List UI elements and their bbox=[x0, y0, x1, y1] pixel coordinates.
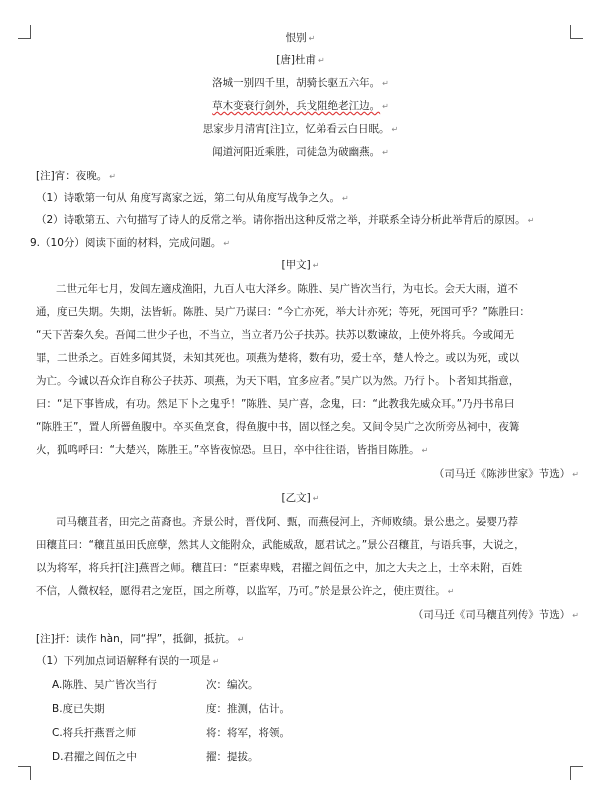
question-9-stem: 9.（10分）阅读下面的材料，完成问题。 ↵ bbox=[30, 237, 231, 249]
poem-line: 草木变衰行剑外，兵戈阻绝老江边。 ↵ bbox=[212, 100, 389, 112]
crop-mark-bottom-left bbox=[30, 766, 31, 780]
poem-line: 思家步月清宵[注]立，忆弟看云白日眠。 ↵ bbox=[202, 123, 399, 135]
poem-note: [注]宵：夜晚。 ↵ bbox=[36, 170, 116, 182]
poem-line: 闻道河阳近乘胜，司徒急为破幽燕。 ↵ bbox=[212, 146, 389, 158]
question-2: （2）诗歌第五、六句描写了诗人的反常之举。请你指出这种反常之举，并联系全诗分析此举背后的原因。 ↵ bbox=[36, 214, 535, 226]
text-jia-line: 曰：“足下事皆成，有功。然足下卜之鬼乎！”陈胜、吴广喜，念鬼，曰：“此教我先威众耳。”乃丹书帛曰 bbox=[36, 398, 515, 410]
text-jia-line: 二世元年七月，发闾左適戍渔阳，九百人屯大泽乡。陈胜、吴广皆次当行，为屯长。会天大雨，道不 bbox=[56, 283, 518, 295]
text-yi-label: [乙文] ↵ bbox=[281, 492, 320, 504]
text-jia-line: 通，度已失期。失期，法皆斩。陈胜、吴广乃谋曰：“今亡亦死，举大计亦死；等死，死国可乎？”陈胜曰： bbox=[36, 306, 530, 318]
crop-mark-bottom-right bbox=[570, 766, 583, 767]
poem-title: 恨别 ↵ bbox=[285, 32, 316, 44]
text-jia-label: [甲文] ↵ bbox=[281, 259, 320, 271]
text-jia-line: 罪，二世杀之。百姓多闻其贤，未知其死也。项燕为楚将，数有功，爱士卒，楚人怜之。或以为死，或以 bbox=[36, 352, 519, 364]
text-jia-line: 火，狐鸣呼曰：“大楚兴，陈胜王。”卒皆夜惊恐。旦日，卒中往往语，皆指目陈胜。 ↵ bbox=[36, 444, 429, 456]
text-jia-line: 为亡。今诚以吾众诈自称公子扶苏、项燕，为天下唱，宜多应者。”吴广以为然。乃行卜。卜者知其指意， bbox=[36, 375, 520, 387]
poem-line: 洛城一别四千里，胡骑长驱五六年。 ↵ bbox=[212, 77, 389, 89]
crop-mark-bottom-left bbox=[18, 766, 31, 767]
crop-mark-bottom-right bbox=[570, 766, 571, 780]
document-page: 恨别 ↵ [唐]杜甫 ↵ 洛城一别四千里，胡骑长驱五六年。 ↵ 草木变衰行剑外，兵戈阻绝老江边。 ↵ 思家步月清宵[注]立，忆弟看云白日眠。 ↵ 闻道河阳近乘胜，司徒急为破幽燕。 ↵ [注]宵：夜晚。 ↵ （1）诗歌第一句从 角度写离家之远，第二句从角度写战争之久。 ↵ （2）诗歌第五、六句描写了诗人的反常之举。请你指出这种反常之举，并联系全诗分析此举背后的原因。 ↵ 9.（10分）阅读下面的材料，完成问题。 ↵ [甲文] ↵ 二世元年七月，发闾左適戍渔阳，九百人屯大泽乡。陈胜、吴广皆次当行，为屯长。会天大雨，道不 通，度已失期。失期，法皆斩。陈胜、吴广乃谋曰：“今亡亦死，举大计亦死；等死，死国可乎？”陈胜曰： “天下苦秦久矣。吾闻二世少子也，不当立，当立者乃公子扶苏。扶苏以数谏故，上使外将兵。今或闻无 罪，二世杀之。百姓多闻其贤，未知其死也。项燕为楚将，数有功，爱士卒，楚人怜之。或以为死，或以 为亡。今诚以吾众诈自称公子扶苏、项燕，为天下唱，宜多应者。”吴广以为然。乃行卜。卜者知其指意， 曰：“足下事皆成，有功。然足下卜之鬼乎！”陈胜、吴广喜，念鬼，曰：“此教我先威众耳。”乃丹书帛曰 “陈胜王”，置人所罾鱼腹中。卒买鱼烹食，得鱼腹中书，固以怪之矣。又间令吴广之次所旁丛祠中，夜篝 火，狐鸣呼曰：“大楚兴，陈胜王。”卒皆夜惊恐。旦日，卒中往往语，皆指目陈胜。 ↵ （司马迁《陈涉世家》节选） ↵ [乙文] ↵ 司马穰苴者，田完之苗裔也。齐景公时，晋伐阿、甄，而燕侵河上，齐师败绩。景公患之。晏婴乃荐 田穰苴曰：“穰苴虽田氏庶孽，然其人文能附众，武能威敌，愿君试之。”景公召穰苴，与语兵事，大说之， 以为将军，将兵扞[注]燕晋之师。穰苴曰：“臣素卑贱，君擢之闾伍之中，加之大夫之上，士卒未附，百姓 不信，人微权轻，愿得君之宠臣，国之所尊，以监军，乃可。”於是景公许之，使庄贾往。 ↵ （司马迁《司马穰苴列传》节选） ↵ [注]扞：读作 hàn，同“捍”，抵御，抵抗。 ↵ （1）下列加点词语解释有误的一项是 ↵ A.陈胜、吴广皆次当行 次：编次。 B.度已失期 度：推测，估计。 C.将兵扞燕晋之师 将：将军，将领。 D.君擢之闾伍之中 擢：提拔。 bbox=[0, 0, 601, 786]
text-yi-line: 司马穰苴者，田完之苗裔也。齐景公时，晋伐阿、甄，而燕侵河上，齐师败绩。景公患之。晏婴乃荐 bbox=[56, 516, 518, 528]
text-yi-source: （司马迁《司马穰苴列传》节选） ↵ bbox=[412, 609, 579, 621]
poem-author: [唐]杜甫 ↵ bbox=[276, 54, 325, 66]
text-jia-line: “天下苦秦久矣。吾闻二世少子也，不当立，当立者乃公子扶苏。扶苏以数谏故，上使外将兵。今或闻无 bbox=[36, 329, 514, 341]
question-1: （1）诗歌第一句从 角度写离家之远，第二句从角度写战争之久。 ↵ bbox=[36, 192, 349, 204]
yi-note: [注]扞：读作 hàn，同“捍”，抵御，抵抗。 ↵ bbox=[36, 633, 245, 645]
text-jia-source: （司马迁《陈涉世家》节选） ↵ bbox=[433, 468, 579, 480]
text-yi-line: 不信，人微权轻，愿得君之宠臣，国之所尊，以监军，乃可。”於是景公许之，使庄贾往。 ↵ bbox=[36, 585, 455, 597]
text-jia-line: “陈胜王”，置人所罾鱼腹中。卒买鱼烹食，得鱼腹中书，固以怪之矣。又间令吴广之次所旁丛祠中，夜篝 bbox=[36, 421, 520, 433]
text-yi-line: 以为将军，将兵扞[注]燕晋之师。穰苴曰：“臣素卑贱，君擢之闾伍之中，加之大夫之上，士卒未附，百姓 bbox=[36, 562, 523, 574]
sub-question-1-stem: （1）下列加点词语解释有误的一项是 ↵ bbox=[36, 655, 220, 667]
text-yi-line: 田穰苴曰：“穰苴虽田氏庶孽，然其人文能附众，武能威敌，愿君试之。”景公召穰苴，与语兵事，大说之， bbox=[36, 539, 525, 551]
